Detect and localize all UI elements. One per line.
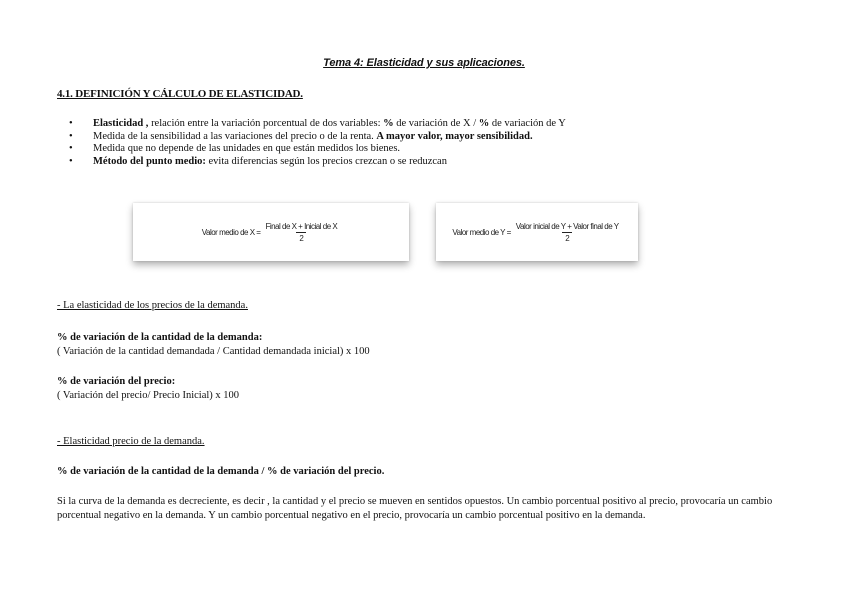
quantity-variation-heading: % de variación de la cantidad de la demanda:: [57, 332, 263, 343]
elasticity-formula: % de variación de la cantidad de la demanda / % de variación del precio.: [57, 466, 385, 477]
formula-numerator: Final de X + Inicial de X: [265, 221, 338, 231]
page-title: Tema 4: Elasticidad y sus aplicaciones.: [323, 57, 525, 69]
list-item: [69, 118, 566, 131]
bullet-text: Medida de la sensibilidad a las variaciones del precio o de la renta.: [93, 130, 377, 142]
bullet-symbol: •: [69, 130, 73, 142]
bullet-bold-tail: A mayor valor, mayor sensibilidad.: [376, 130, 533, 142]
formula-fraction: [513, 222, 622, 243]
bullet-bold-lead: Método del punto medio:: [93, 155, 206, 167]
formula-lhs: Valor medio de X =: [201, 227, 261, 237]
formula-numerator: Valor inicial de Y + Valor final de Y: [515, 221, 619, 231]
bullet-bold-lead: Elasticidad ,: [93, 118, 149, 129]
bullet-text: relación entre la variación porcentual de dos variables:: [148, 118, 384, 129]
formula-denominator: 2: [562, 232, 572, 243]
formula-image-right: [436, 203, 638, 261]
price-variation-heading: % de variación del precio:: [57, 376, 176, 387]
bullet-symbol: •: [69, 118, 73, 129]
bullet-symbol: •: [69, 155, 73, 167]
price-variation-formula: ( Variación del precio/ Precio Inicial) x 100: [57, 390, 240, 401]
formula-lhs: Valor medio de Y =: [452, 227, 511, 237]
bullet-tail: de variación de Y: [489, 118, 566, 129]
bullet-bold-tail: %: [478, 118, 490, 129]
formula-image-left: [133, 203, 409, 261]
formula-denominator: 2: [296, 232, 306, 243]
list-item: [69, 143, 566, 156]
subheading-price-elasticity: - La elasticidad de los precios de la demanda.: [57, 300, 248, 311]
bullet-text: Medida que no depende de las unidades en que están medidos los bienes.: [93, 143, 401, 154]
quantity-variation-formula: ( Variación de la cantidad demandada / Cantidad demandada inicial) x 100: [57, 346, 370, 357]
bullet-list: [69, 118, 566, 168]
section-heading: 4.1. DEFINICIÓN Y CÁLCULO DE ELASTICIDAD.: [57, 88, 303, 100]
bullet-tail: de variación de X /: [393, 118, 479, 129]
formula-fraction: [262, 222, 340, 243]
explanation-paragraph: Si la curva de la demanda es decreciente, es decir , la cantidad y el precio se mueven en sentidos opuestos. Un cambio porcentual positivo al precio, provocaría un cambio porcentual negativo en la demanda. Y un cambio porcentual negativo en el precio, provocaría un cambio porcentual positivo en la demanda.: [57, 496, 773, 521]
bullet-symbol: •: [69, 143, 73, 154]
bullet-text: evita diferencias según los precios crezcan o se reduzcan: [205, 155, 447, 167]
list-item: [69, 131, 566, 144]
subheading-demand-elasticity: - Elasticidad precio de la demanda.: [57, 436, 205, 447]
bullet-bold-tail: %: [383, 118, 394, 129]
list-item: [69, 156, 566, 169]
